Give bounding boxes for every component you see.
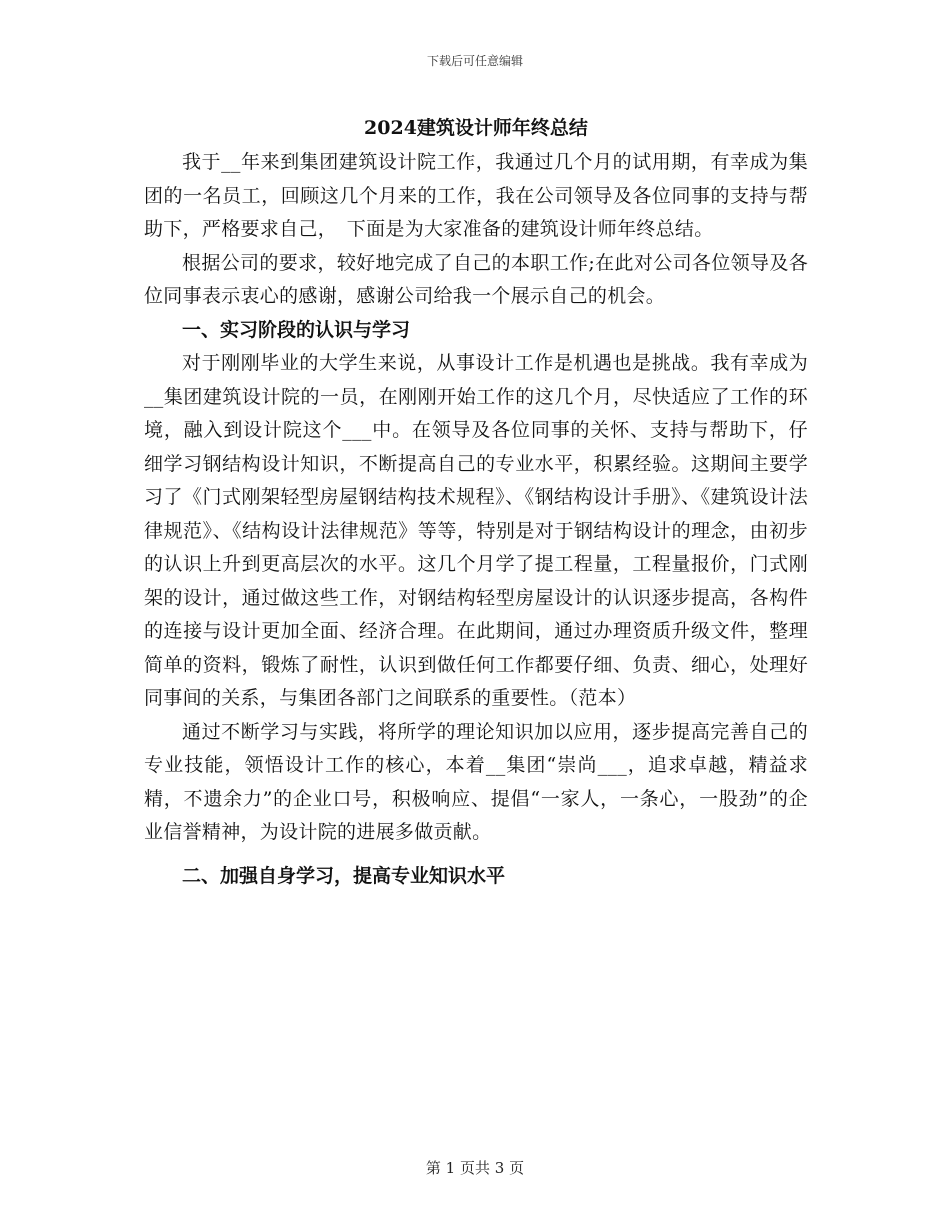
section-1-paragraph-1: 对于刚刚毕业的大学生来说，从事设计工作是机遇也是挑战。我有幸成为__集团建筑设计院的一员，在刚刚开始工作的这几个月，尽快适应了工作的环境，融入到设计院这个___中。在领导及各位同事的关怀、支持与帮助下，仔细学习钢结构设计知识，不断提高自己的专业水平，积累经验。这期间主要学习了《门式刚架轻型房屋钢结构技术规程》、《钢结构设计手册》、《建筑设计法律规范》、《结构设计法律规范》等等，特别是对于钢结构设计的理念，由初步的认识上升到更高层次的水平。这几个月学了提工程量，工程量报价，门式刚架的设计，通过做这些工作，对钢结构轻型房屋设计的认识逐步提高，各构件的连接与设计更加全面、经济合理。在此期间，通过办理资质升级文件，整理简单的资料，锻炼了耐性，认识到做任何工作都要仔细、负责、细心，处理好同事间的关系，与集团各部门之间联系的重要性。（范本）: [144, 352, 808, 709]
document-title: 2024建筑设计师年终总结: [364, 117, 588, 139]
page-footer-indicator: 第 1 页共 3 页: [425, 1159, 525, 1177]
section-1-heading: 一、实习阶段的认识与学习: [182, 318, 411, 341]
section-1-paragraph-2: 通过不断学习与实践，将所学的理论知识加以应用，逐步提高完善自己的专业技能，领悟设计工作的核心，本着__集团“崇尚___，追求卓越，精益求精，不遗余力”的企业口号，积极响应、提倡“一家人，一条心，一股劲”的企业信誉精神，为设计院的进展多做贡献。: [144, 720, 808, 843]
intro-paragraph-1: 我于__年来到集团建筑设计院工作，我通过几个月的试用期，有幸成为集团的一名员工，回顾这几个月来的工作，我在公司领导及各位同事的支持与帮助下，严格要求自己， 下面是为大家准备的建筑设计师年终总结。: [144, 151, 808, 240]
intro-paragraph-2: 根据公司的要求，较好地完成了自己的本职工作;在此对公司各位领导及各位同事表示衷心的感谢，感谢公司给我一个展示自己的机会。: [144, 251, 808, 307]
document-body: [144, 112, 808, 893]
section-2-heading: 二、加强自身学习，提高专业知识水平: [182, 864, 506, 887]
page-header-note: 下载后可任意编辑: [426, 54, 523, 68]
